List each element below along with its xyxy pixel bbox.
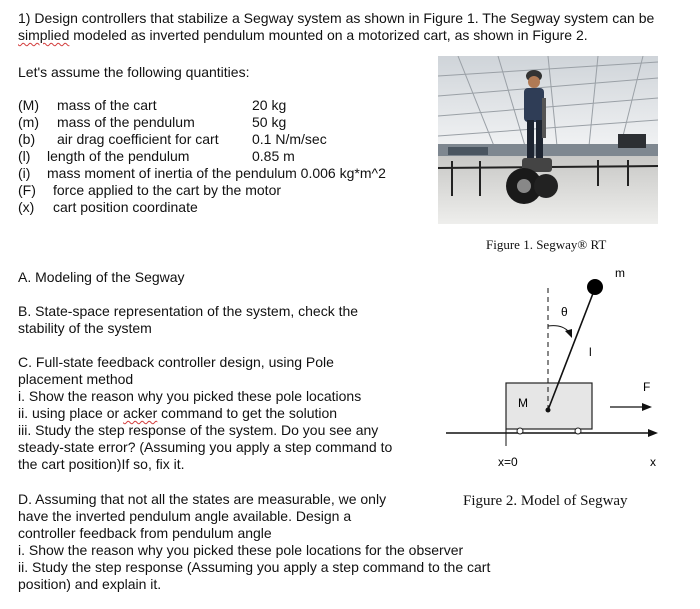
quantity-symbol: (b)	[18, 131, 36, 147]
quantity-symbol: (x)	[18, 199, 35, 215]
part-b-line: B. State-space representation of the system, check the	[18, 303, 359, 319]
label-theta: θ	[561, 305, 568, 319]
intro-line-2-rest: modeled as inverted pendulum mounted on a motorized cart, as shown in Figure 2.	[69, 27, 588, 43]
part-a: A. Modeling of the Segway	[18, 269, 185, 285]
quantity-description: mass moment of inertia of the pendulum 0.006 kg*m^2	[47, 165, 386, 181]
figure1-caption: Figure 1. Segway® RT	[486, 237, 607, 252]
part-c-line: the cart position)If so, fix it.	[18, 456, 185, 472]
theta-arc-arrowhead	[565, 329, 572, 338]
part-c-line	[18, 405, 337, 422]
part-c-line: steady-state error? (Assuming you apply a step command to	[18, 439, 393, 455]
quantity-description: mass of the cart	[57, 97, 157, 113]
part-c-line: iii. Study the step response of the system. Do you see any	[18, 422, 379, 438]
pivot-joint	[546, 408, 551, 413]
misspelled-word: acker	[123, 405, 158, 421]
label-F: F	[643, 380, 651, 394]
quantity-symbol: (m)	[18, 114, 39, 130]
quantity-value: 0.1 N/m/sec	[252, 131, 327, 147]
assume-heading: Let's assume the following quantities:	[18, 64, 250, 80]
force-arrowhead	[642, 403, 652, 411]
quantity-description: force applied to the cart by the motor	[53, 182, 282, 198]
x-axis-arrowhead	[648, 429, 658, 437]
label-x: x	[650, 455, 656, 469]
quantity-symbol: (l)	[18, 148, 31, 164]
label-l: l	[589, 345, 592, 359]
cart-wheel	[575, 428, 581, 434]
label-M: M	[518, 396, 528, 410]
part-c-line: placement method	[18, 371, 134, 387]
quantity-symbol: (F)	[18, 182, 36, 198]
misspelled-word: simplied	[18, 27, 70, 43]
part-d-line: controller feedback from pendulum angle	[18, 525, 272, 541]
quantity-symbol: (M)	[18, 97, 39, 113]
intro-line-2	[18, 27, 588, 44]
part-c-ii-suffix: command to get the solution	[157, 405, 338, 421]
quantity-value: 20 kg	[252, 97, 287, 113]
quantity-description: mass of the pendulum	[57, 114, 195, 130]
segway-model-diagram	[440, 260, 670, 475]
label-x0: x=0	[498, 455, 518, 469]
part-c-line: i. Show the reason why you picked these pole locations	[18, 388, 362, 404]
part-d-line: ii. Study the step response (Assuming you apply a step command to the cart	[18, 559, 491, 575]
part-b-line: stability of the system	[18, 320, 152, 336]
intro-line-1: 1) Design controllers that stabilize a Segway system as shown in Figure 1. The Segway system can be	[18, 10, 655, 26]
quantity-value: 0.85 m	[252, 148, 295, 164]
part-d-line: i. Show the reason why you picked these pole locations for the observer	[18, 542, 464, 558]
label-m: m	[615, 266, 625, 280]
part-d-line: D. Assuming that not all the states are measurable, we only	[18, 491, 387, 507]
quantity-symbol: (i)	[18, 165, 31, 181]
segway-photo	[438, 56, 658, 224]
part-d-line: position) and explain it.	[18, 576, 162, 592]
quantity-description: length of the pendulum	[47, 148, 190, 164]
figure2-caption: Figure 2. Model of Segway	[463, 493, 628, 509]
quantity-description: cart position coordinate	[53, 199, 198, 215]
segway-photo-illustration	[438, 56, 658, 224]
quantity-value: 50 kg	[252, 114, 287, 130]
part-c-line: C. Full-state feedback controller design, using Pole	[18, 354, 334, 370]
pendulum-mass	[587, 279, 603, 295]
part-c-ii-prefix: ii. using place or	[18, 405, 124, 421]
part-d-line: have the inverted pendulum angle available. Design a	[18, 508, 352, 524]
quantity-description: air drag coefficient for cart	[57, 131, 219, 147]
cart-wheel	[517, 428, 523, 434]
